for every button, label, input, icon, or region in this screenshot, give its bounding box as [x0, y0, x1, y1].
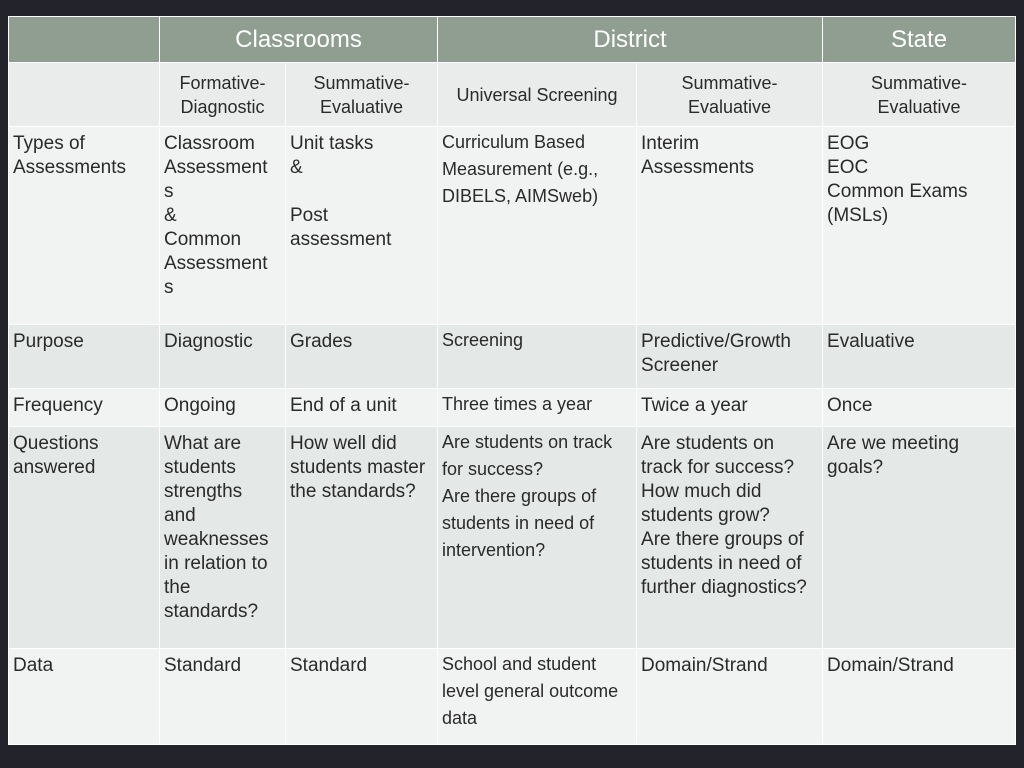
row-label: Questions answered [9, 427, 160, 649]
table-cell: Interim Assessments [637, 127, 823, 325]
subheader-universal-screening: Universal Screening [438, 63, 637, 127]
table-cell: End of a unit [286, 389, 438, 427]
table-cell: Curriculum Based Measurement (e.g., DIBELS, AIMSweb) [438, 127, 637, 325]
header-district: District [438, 17, 823, 63]
table-row-types [9, 127, 1016, 325]
table-cell: Domain/Strand [637, 649, 823, 745]
table-cell: Once [823, 389, 1016, 427]
table-cell: Domain/Strand [823, 649, 1016, 745]
header-row [9, 17, 1016, 63]
table-row-frequency [9, 389, 1016, 427]
table-cell: Classroom Assessment s & Common Assessment s [160, 127, 286, 325]
table-cell: What are students strengths and weaknesses in relation to the standards? [160, 427, 286, 649]
subheader-formative-diagnostic: Formative- Diagnostic [160, 63, 286, 127]
subheader-corner-cell [9, 63, 160, 127]
table-cell: Are we meeting goals? [823, 427, 1016, 649]
table-cell: Ongoing [160, 389, 286, 427]
table-cell: Diagnostic [160, 325, 286, 389]
table-row-purpose [9, 325, 1016, 389]
table-row-questions [9, 427, 1016, 649]
table-cell: Are students on track for success? How much did students grow? Are there groups of students in need of further diagnostics? [637, 427, 823, 649]
table-cell: Unit tasks & Post assessment [286, 127, 438, 325]
row-label: Purpose [9, 325, 160, 389]
table-cell: Predictive/Growth Screener [637, 325, 823, 389]
table-cell: Are students on track for success? Are there groups of students in need of intervention? [438, 427, 637, 649]
table-cell: School and student level general outcome data [438, 649, 637, 745]
header-state: State [823, 17, 1016, 63]
subheader-district-summative: Summative- Evaluative [637, 63, 823, 127]
table-cell: Standard [160, 649, 286, 745]
row-label: Types of Assessments [9, 127, 160, 325]
subheader-state-summative: Summative- Evaluative [823, 63, 1016, 127]
table-cell: Three times a year [438, 389, 637, 427]
row-label: Data [9, 649, 160, 745]
row-label: Frequency [9, 389, 160, 427]
subheader-row [9, 63, 1016, 127]
table-cell: Grades [286, 325, 438, 389]
header-classrooms: Classrooms [160, 17, 438, 63]
subheader-classroom-summative: Summative- Evaluative [286, 63, 438, 127]
table-cell: Twice a year [637, 389, 823, 427]
table-cell: EOG EOC Common Exams (MSLs) [823, 127, 1016, 325]
table-row-data [9, 649, 1016, 745]
table-cell: Standard [286, 649, 438, 745]
assessment-table [8, 16, 1016, 745]
table-cell: Screening [438, 325, 637, 389]
table-cell: Evaluative [823, 325, 1016, 389]
header-corner-cell [9, 17, 160, 63]
table-cell: How well did students master the standards? [286, 427, 438, 649]
